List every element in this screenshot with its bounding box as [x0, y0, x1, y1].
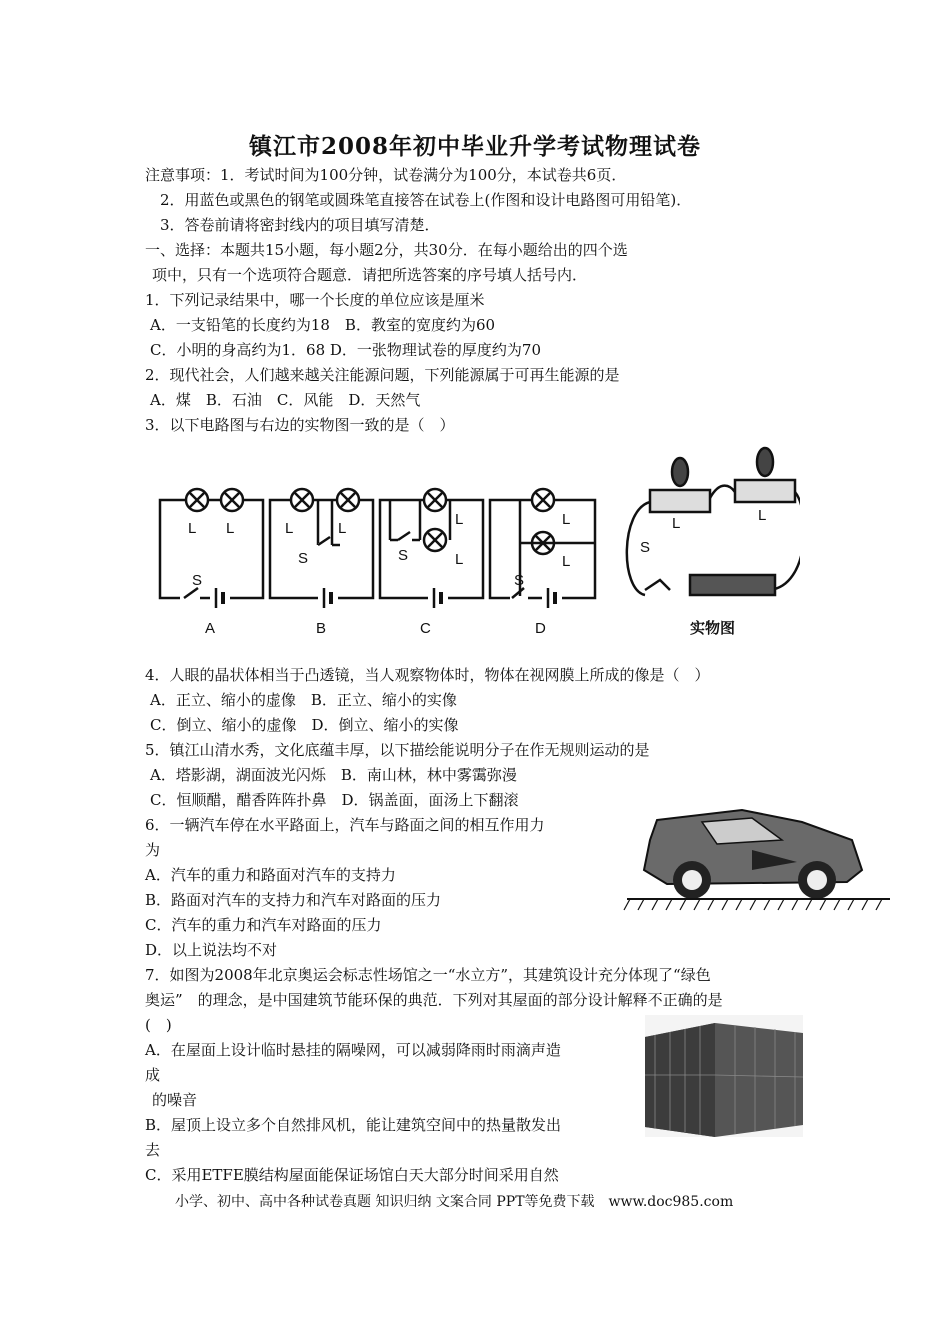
- q4-options-row1: A．正立、缩小的虚像 B．正立、缩小的实像: [150, 691, 457, 709]
- circuit-b: [270, 489, 373, 608]
- q3-stem: 3．以下电路图与右边的实物图一致的是（ ）: [145, 416, 455, 434]
- car-figure: [622, 800, 892, 915]
- q7-answer-paren: ( ): [145, 1016, 172, 1034]
- q6-option-b: B．路面对汽车的支持力和汽车对路面的压力: [145, 891, 442, 909]
- page-title: 镇江市2008年初中毕业升学考试物理试卷: [248, 133, 701, 160]
- q7-option-a-cont: 成: [145, 1066, 161, 1084]
- q7-option-b: B．屋顶上设立多个自然排风机，能让建筑空间中的热量散发出: [145, 1116, 562, 1134]
- svg-text:L: L: [338, 520, 347, 537]
- q7-stem-cont: 奥运” 的理念，是中国建筑节能环保的典范．下列对其屋面的部分设计解释不正确的是: [145, 991, 723, 1009]
- circuit-a: [160, 489, 263, 608]
- label-s: S: [192, 572, 203, 589]
- section-heading-cont: 项中，只有一个选项符合题意．请把所选答案的序号填人括号内．: [152, 266, 588, 284]
- q7-option-a: A．在屋面上设计临时悬挂的隔噪网，可以减弱降雨时雨滴声造: [145, 1041, 561, 1059]
- notes-line-2: 2．用蓝色或黑色的钢笔或圆珠笔直接答在试卷上(作图和设计电路图可用铅笔)．: [160, 191, 692, 209]
- svg-text:L: L: [562, 553, 571, 570]
- q1-options-row2: C．小明的身高约为1．68 D．一张物理试卷的厚度约为70: [150, 341, 541, 359]
- real-object-label: 实物图: [690, 620, 736, 637]
- svg-text:S: S: [514, 572, 525, 589]
- svg-text:S: S: [298, 550, 309, 567]
- q6-option-d: D．以上说法均不对: [145, 941, 278, 959]
- q4-options-row2: C．倒立、缩小的虚像 D．倒立、缩小的实像: [150, 716, 459, 734]
- svg-text:L: L: [285, 520, 294, 537]
- svg-text:L: L: [672, 515, 681, 532]
- footer-text: 小学、初中、高中各种试卷真题 知识归纳 文案合同 PPT等免费下载 www.doc985.com: [175, 1194, 734, 1210]
- circuit-c: [380, 489, 483, 608]
- svg-text:S: S: [398, 547, 409, 564]
- svg-text:L: L: [455, 511, 464, 528]
- q5-stem: 5．镇江山清水秀，文化底蕴丰厚，以下描绘能说明分子在作无规则运动的是: [145, 741, 650, 759]
- q4-stem: 4．人眼的晶状体相当于凸透镜，当人观察物体时，物体在视网膜上所成的像是（ ）: [145, 666, 710, 684]
- q6-stem-cont: 为: [145, 841, 161, 859]
- svg-text:S: S: [640, 539, 651, 556]
- q6-option-a: A．汽车的重力和路面对汽车的支持力: [145, 866, 396, 884]
- real-object-sketch: [627, 448, 800, 595]
- option-b: B: [316, 620, 327, 637]
- svg-text:L: L: [562, 511, 571, 528]
- water-cube-photo: [645, 1015, 803, 1137]
- option-a: A: [205, 620, 216, 637]
- q1-stem: 1．下列记录结果中，哪一个长度的单位应该是厘米: [145, 291, 485, 309]
- label-l2: L: [226, 520, 235, 537]
- q7-option-b-cont: 去: [145, 1141, 161, 1159]
- q2-options: A．煤 B．石油 C．风能 D．天然气: [150, 391, 421, 409]
- q3-circuit-diagrams: [150, 440, 800, 650]
- q7-option-c: C．采用ETFE膜结构屋面能保证场馆白天大部分时间采用自然: [145, 1166, 559, 1184]
- section-heading: 一、选择：本题共15小题，每小题2分，共30分．在每小题给出的四个选: [145, 241, 628, 259]
- q6-stem: 6．一辆汽车停在水平路面上，汽车与路面之间的相互作用力: [145, 816, 545, 834]
- q2-stem: 2．现代社会，人们越来越关注能源问题，下列能源属于可再生能源的是: [145, 366, 620, 384]
- svg-text:L: L: [455, 551, 464, 568]
- q5-options-row2: C．恒顺醋，醋香阵阵扑鼻 D．锅盖面，面汤上下翻滚: [150, 791, 519, 809]
- svg-text:L: L: [758, 507, 767, 524]
- notes-line-3: 3．答卷前请将密封线内的项目填写清楚．: [160, 216, 440, 234]
- label-l1: L: [188, 520, 197, 537]
- q5-options-row1: A．塔影湖，湖面波光闪烁 B．南山林，林中雾霭弥漫: [150, 766, 517, 784]
- q7-option-a-cont2: 的噪音: [152, 1091, 198, 1109]
- option-c: C: [420, 620, 431, 637]
- circuit-d: [490, 489, 595, 608]
- notes-line-1: 注意事项：1．考试时间为100分钟，试卷满分为100分，本试卷共6页．: [145, 166, 627, 184]
- q7-stem: 7．如图为2008年北京奥运会标志性场馆之一“水立方”，其建筑设计充分体现了“绿色: [145, 966, 711, 984]
- q1-options-row1: A．一支铅笔的长度约为18 B．教室的宽度约为60: [150, 316, 496, 334]
- option-d: D: [535, 620, 546, 637]
- q6-option-c: C．汽车的重力和汽车对路面的压力: [145, 916, 382, 934]
